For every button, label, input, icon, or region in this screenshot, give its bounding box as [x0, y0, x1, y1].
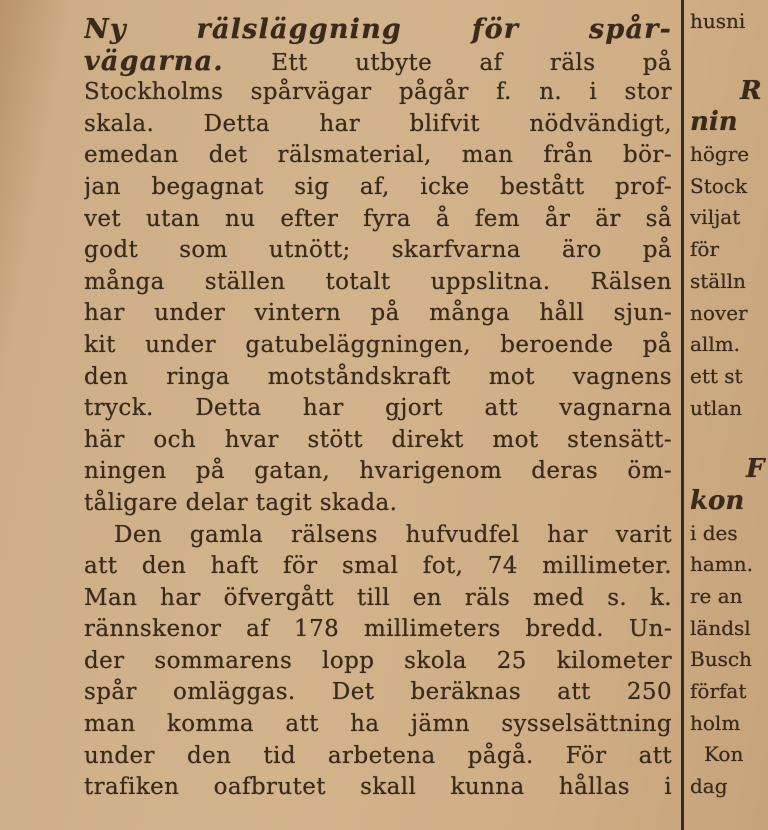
side-line: ett st — [690, 363, 743, 388]
headline-line-2-text: Ett utbyte af räls på — [271, 49, 672, 76]
side-headline-1a: R — [740, 75, 762, 106]
paragraph-2-line: Den gamla rälsens hufvudfel har varit — [114, 521, 672, 548]
main-article-column — [84, 14, 672, 804]
body-line: kit under gatubeläggningen, beroende på — [84, 331, 672, 358]
body-line: emedan det rälsmaterial, man från bör- — [84, 142, 672, 169]
side-line: husni — [690, 9, 746, 33]
side-line: viljat — [690, 205, 741, 230]
side-line: nover — [690, 300, 748, 325]
side-headline-1b: nin — [690, 107, 738, 138]
side-headline-2a: F — [746, 454, 765, 485]
body-line: här och hvar stött direkt mot stensätt- — [84, 426, 672, 453]
side-line: ländsl — [690, 615, 751, 640]
body-line: har under vintern på många håll sjun- — [84, 300, 672, 327]
headline-line-1: Ny rälsläggning för spår- — [84, 14, 672, 45]
side-line: Stock — [690, 173, 748, 198]
side-column — [690, 6, 768, 803]
headline-line-2 — [84, 46, 672, 78]
side-gap — [690, 38, 768, 76]
side-line: Busch — [690, 647, 752, 672]
headline-line-2-title: vägarna. — [84, 45, 224, 77]
body-line: många ställen totalt uppslitna. Rälsen — [84, 268, 672, 295]
body-line: jan begagnat sig af, icke bestått prof- — [84, 173, 672, 200]
side-line: i des — [690, 520, 738, 545]
column-rule — [681, 0, 684, 830]
side-headline-2b: kon — [690, 485, 745, 516]
paragraph-2-line: rännskenor af 178 millimeters bredd. Un- — [84, 616, 672, 643]
paragraph-2-line: Man har öfvergått till en räls med s. k. — [84, 584, 672, 611]
body-line: vet utan nu efter fyra å fem år är så — [84, 205, 672, 232]
body-line-last: tåligare delar tagit skada. — [84, 489, 398, 516]
side-line: ställn — [690, 268, 746, 293]
paragraph-2-line: trafiken oafbrutet skall kunna hållas i — [84, 774, 672, 801]
side-line: utlan — [690, 395, 743, 420]
paragraph-2-line: att den haft för smal fot, 74 millimeter. — [84, 553, 672, 580]
body-line: godt som utnött; skarfvarna äro på — [84, 237, 672, 264]
side-line: för — [690, 237, 720, 262]
side-line: holm — [690, 710, 741, 735]
body-line: Stockholms spårvägar pågår f. n. i stor — [84, 79, 672, 106]
side-line: högre — [690, 142, 750, 167]
paragraph-2-line: spår omläggas. Det beräknas att 250 — [84, 679, 672, 706]
paragraph-2-line: man komma att ha jämn sysselsättning — [84, 711, 672, 738]
body-line: skala. Detta har blifvit nödvändigt, — [84, 110, 672, 137]
side-line: re an — [690, 584, 743, 608]
side-line: dag — [690, 774, 728, 799]
side-line: Kon — [704, 742, 744, 767]
body-line: ningen på gatan, hvarigenom deras öm- — [84, 458, 672, 485]
body-line: tryck. Detta har gjort att vagnarna — [84, 395, 672, 422]
body-line: den ringa motståndskraft mot vagnens — [84, 363, 672, 390]
paragraph-2-line: under den tid arbetena pågå. För att — [84, 742, 672, 769]
paragraph-2-line: der sommarens lopp skola 25 kilometer — [84, 647, 672, 674]
side-line: förfat — [690, 679, 747, 704]
side-line: allm. — [690, 332, 741, 357]
side-line: hamn. — [690, 552, 754, 577]
side-gap — [690, 424, 768, 454]
